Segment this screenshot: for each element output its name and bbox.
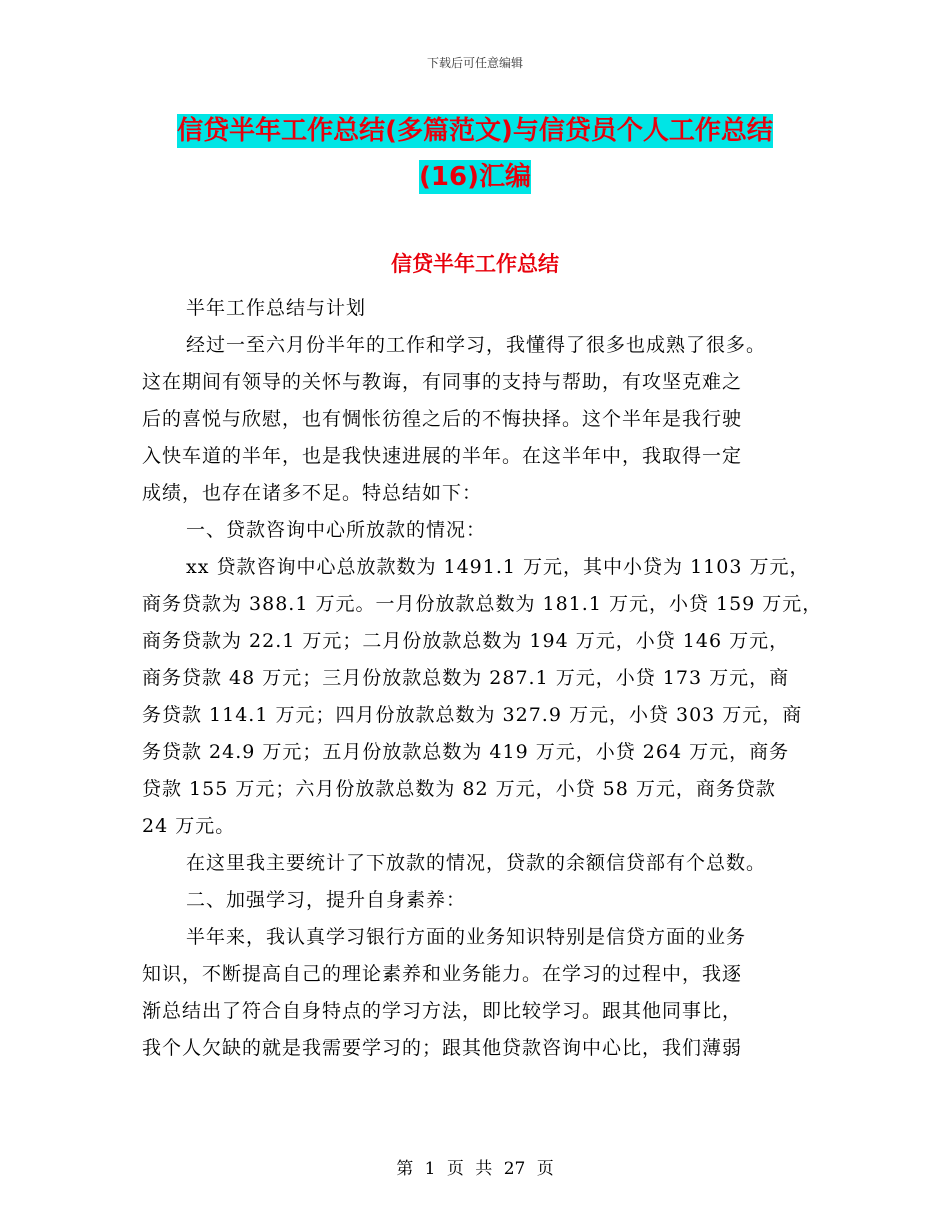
document-title-line-2: (16)汇编 [419, 162, 531, 192]
paragraph-line: 商务贷款为 388.1 万元。一月份放款总数为 181.1 万元，小贷 159 万元， [142, 593, 823, 615]
paragraph-line: 这在期间有领导的关怀与教诲，有同事的支持与帮助，有攻坚克难之 [142, 371, 743, 393]
document-title-line-1: 信贷半年工作总结(多篇范文)与信贷员个人工作总结 [177, 116, 773, 146]
paragraph-line: 知识，不断提高自己的理论素养和业务能力。在学习的过程中，我逐 [142, 963, 743, 985]
paragraph-line: 半年工作总结与计划 [186, 297, 367, 319]
document-title [140, 108, 810, 200]
paragraph-line: 半年来，我认真学习银行方面的业务知识特别是信贷方面的业务 [186, 926, 747, 948]
paragraph-line: 在这里我主要统计了下放款的情况，贷款的余额信贷部有个总数。 [186, 852, 767, 874]
paragraph-line: 二、加强学习，提升自身素养： [186, 889, 467, 911]
paragraph-line: 我个人欠缺的就是我需要学习的；跟其他贷款咨询中心比，我们薄弱 [142, 1037, 743, 1059]
paragraph-line: 经过一至六月份半年的工作和学习，我懂得了很多也成熟了很多。 [186, 334, 767, 356]
paragraph-line: 贷款 155 万元；六月份放款总数为 82 万元，小贷 58 万元，商务贷款 [142, 778, 776, 800]
paragraph-line: 入快车道的半年，也是我快速进展的半年。在这半年中，我取得一定 [142, 445, 743, 467]
paragraph-line: 一、贷款咨询中心所放款的情况： [186, 519, 487, 541]
header-note: 下载后可任意编辑 [426, 56, 523, 70]
section-title: 信贷半年工作总结 [391, 252, 559, 276]
paragraph-line: 务贷款 24.9 万元；五月份放款总数为 419 万元，小贷 264 万元，商务 [142, 741, 790, 763]
paragraph-line: 商务贷款为 22.1 万元；二月份放款总数为 194 万元，小贷 146 万元， [142, 630, 790, 652]
paragraph-line: 务贷款 114.1 万元；四月份放款总数为 327.9 万元，小贷 303 万元，商 [142, 704, 803, 726]
paragraph-line: 24 万元。 [142, 815, 236, 837]
paragraph-line: 成绩，也存在诸多不足。特总结如下： [142, 482, 483, 504]
paragraph-line: 后的喜悦与欣慰，也有惆怅彷徨之后的不悔抉择。这个半年是我行驶 [142, 408, 743, 430]
paragraph-line: xx 贷款咨询中心总放款数为 1491.1 万元，其中小贷为 1103 万元， [186, 556, 810, 578]
paragraph-line: 渐总结出了符合自身特点的学习方法，即比较学习。跟其他同事比， [142, 1000, 743, 1022]
page-footer: 第 1 页 共 27 页 [396, 1159, 554, 1179]
paragraph-line: 商务贷款 48 万元；三月份放款总数为 287.1 万元，小贷 173 万元，商 [142, 667, 790, 689]
body-text [142, 290, 822, 1067]
